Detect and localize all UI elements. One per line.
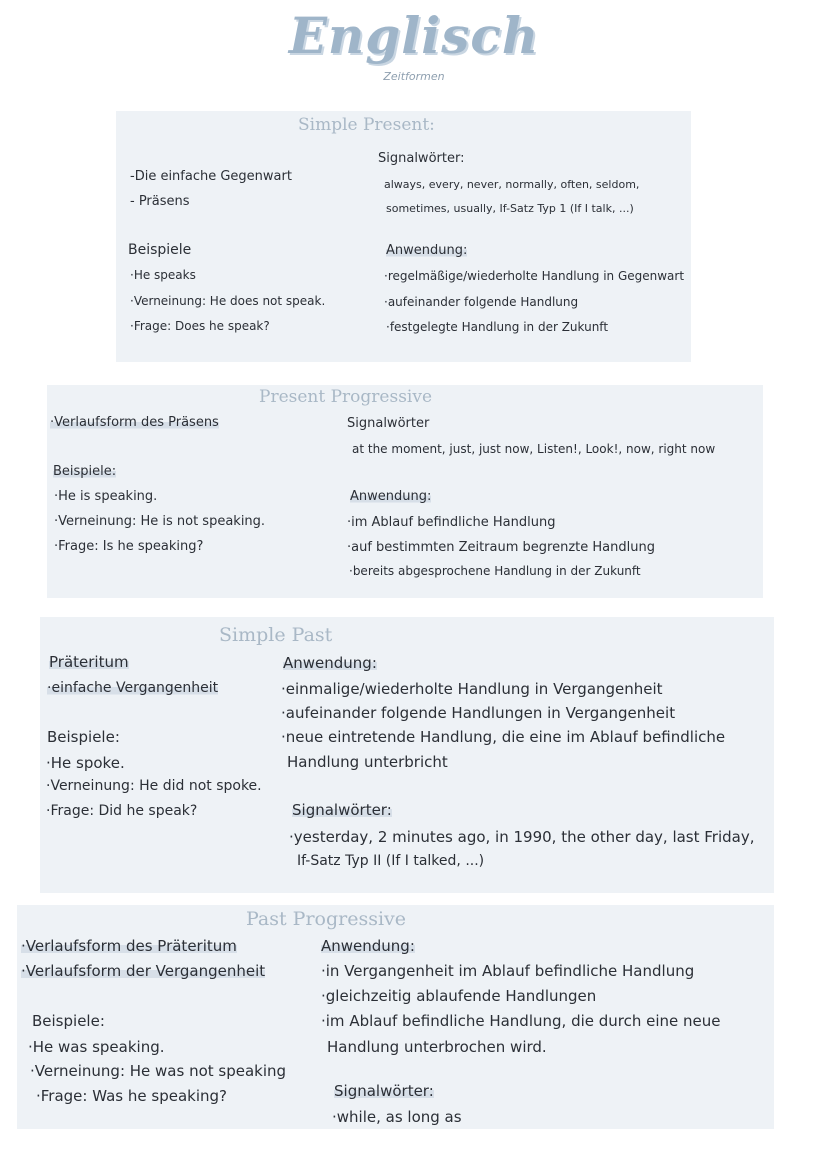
example-line: ·Frage: Did he speak?: [46, 803, 198, 819]
signal-line: If-Satz Typ II (If I talked, ...): [297, 853, 485, 869]
definition-line: ·Verlaufsform des Präsens: [50, 415, 219, 430]
example-line: ·He was speaking.: [28, 1038, 165, 1056]
signal-line: at the moment, just, just now, Listen!, Look!, now, right now: [352, 442, 716, 456]
anwendung-line: ·bereits abgesprochene Handlung in der Zukunft: [349, 564, 641, 578]
anwendung-line: Handlung unterbricht: [287, 753, 448, 771]
definition-label: Präteritum: [49, 653, 129, 671]
section-title: Present Progressive: [259, 387, 433, 407]
example-line: ·Frage: Is he speaking?: [54, 539, 204, 554]
beispiele-label: Beispiele:: [32, 1012, 105, 1030]
anwendung-line: ·festgelegte Handlung in der Zukunft: [386, 320, 609, 334]
definition-line: ·einfache Vergangenheit: [47, 680, 219, 696]
page-subtitle: Zeitformen: [383, 70, 445, 83]
section-title: Simple Present:: [298, 115, 435, 135]
anwendung-line: ·regelmäßige/wiederholte Handlung in Gegenwart: [384, 269, 685, 283]
past-progressive-section: [17, 905, 774, 1129]
example-line: ·He spoke.: [46, 754, 125, 772]
anwendung-line: Handlung unterbrochen wird.: [327, 1038, 547, 1056]
anwendung-label: Anwendung:: [386, 243, 468, 258]
example-line: ·Frage: Was he speaking?: [36, 1087, 227, 1105]
anwendung-line: ·im Ablauf befindliche Handlung, die durch eine neue: [321, 1012, 721, 1030]
example-line: ·Frage: Does he speak?: [130, 319, 270, 333]
present-progressive-section: [47, 385, 763, 598]
signal-line: ·yesterday, 2 minutes ago, in 1990, the other day, last Friday,: [289, 828, 755, 846]
anwendung-line: ·neue eintretende Handlung, die eine im Ablauf befindliche: [281, 728, 726, 746]
beispiele-label: Beispiele: [128, 242, 192, 258]
anwendung-line: ·im Ablauf befindliche Handlung: [347, 515, 556, 530]
example-line: ·He speaks: [130, 268, 196, 282]
anwendung-line: ·aufeinander folgende Handlungen in Vergangenheit: [281, 704, 676, 722]
simple-past-section: [40, 617, 774, 893]
example-line: ·He is speaking.: [54, 489, 158, 504]
signal-line: sometimes, usually, If-Satz Typ 1 (If I talk, ...): [386, 202, 634, 215]
signal-label: Signalwörter:: [292, 801, 392, 819]
definition-line: -Die einfache Gegenwart: [130, 169, 292, 184]
anwendung-label: Anwendung:: [350, 489, 432, 504]
simple-present-section: [116, 111, 691, 362]
anwendung-label: Anwendung:: [283, 654, 377, 672]
example-line: ·Verneinung: He did not spoke.: [46, 778, 262, 794]
signal-label: Signalwörter:: [334, 1082, 434, 1100]
example-line: ·Verneinung: He was not speaking: [30, 1062, 287, 1080]
definition-line: ·Verlaufsform des Präteritum: [21, 937, 237, 955]
signal-line: always, every, never, normally, often, seldom,: [384, 178, 640, 191]
signal-label: Signalwörter: [347, 416, 430, 431]
section-title: Past Progressive: [246, 908, 407, 930]
anwendung-label: Anwendung:: [321, 937, 415, 955]
example-line: ·Verneinung: He is not speaking.: [54, 514, 266, 529]
anwendung-line: ·aufeinander folgende Handlung: [384, 295, 579, 309]
anwendung-line: ·in Vergangenheit im Ablauf befindliche Handlung: [321, 962, 695, 980]
beispiele-label: Beispiele:: [53, 464, 117, 479]
section-title: Simple Past: [219, 624, 333, 646]
anwendung-line: ·einmalige/wiederholte Handlung in Vergangenheit: [281, 680, 663, 698]
signal-label: Signalwörter:: [378, 151, 465, 166]
definition-line: ·Verlaufsform der Vergangenheit: [21, 962, 266, 980]
signal-line: ·while, as long as: [332, 1108, 462, 1126]
example-line: ·Verneinung: He does not speak.: [130, 294, 326, 308]
beispiele-label: Beispiele:: [47, 728, 120, 746]
definition-line: - Präsens: [130, 194, 190, 209]
page-title: Englisch: [288, 6, 540, 65]
anwendung-line: ·auf bestimmten Zeitraum begrenzte Handlung: [347, 540, 655, 555]
anwendung-line: ·gleichzeitig ablaufende Handlungen: [321, 987, 597, 1005]
